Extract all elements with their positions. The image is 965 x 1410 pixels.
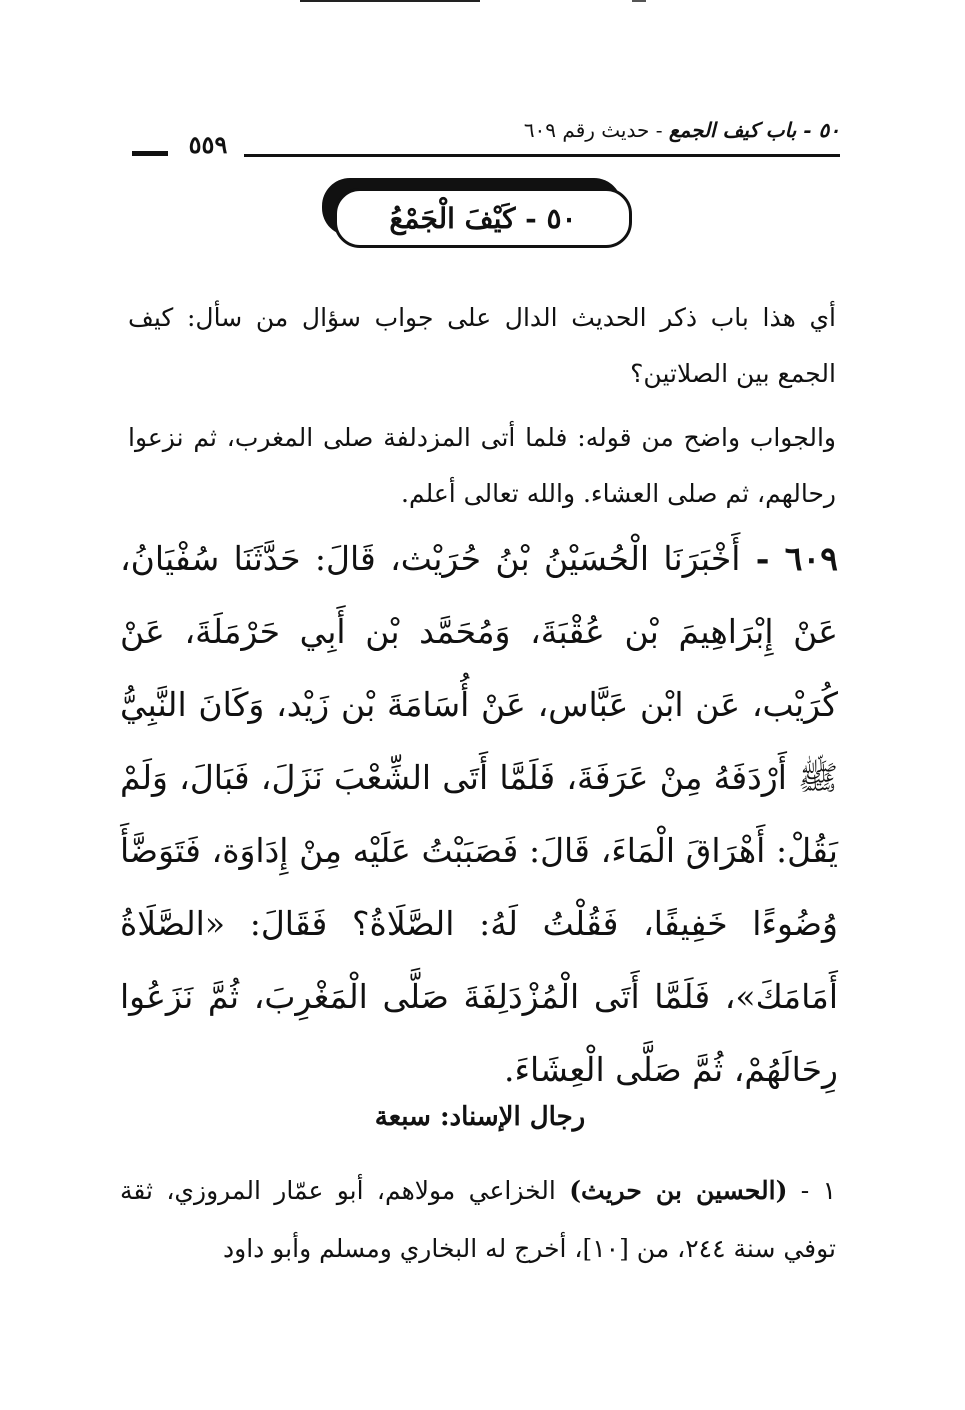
hadith-text: أَخْبَرَنَا الْحُسَيْنُ بْنُ حُرَيْث، قَالَ: حَدَّثَنَا سُفْيَانُ، عَنْ إِبْرَاهِيمَ بْن عُقْبَةَ، وَمُحَمَّد بْن أَبِي حَرْمَلَةَ، عَنْ كُرَيْب، عَن ابْن عَبَّاس، عَنْ أُسَامَةَ بْن زَيْد، وَكَانَ النَّبِيُّ ﷺ أَرْدَفَهُ مِنْ عَرَفَةَ، فَلَمَّا أَتَى الشِّعْبَ نَزَلَ، فَبَالَ، وَلَمْ يَقُلْ: أَهْرَاقَ الْمَاءَ، قَالَ: فَصَبَبْتُ عَلَيْه مِنْ إِدَاوَة، فَتَوَضَّأَ وُضُوءًا خَفِيفًا، فَقُلْتُ لَهُ: الصَّلَاةُ؟ فَقَالَ: «الصَّلَاةُ أَمَامَكَ»، فَلَمَّا أَتَى الْمُزْدَلِفَةَ صَلَّى الْمَغْرِبَ، ثُمَّ نَزَعُوا رِحَالَهُمْ، ثُمَّ صَلَّى الْعِشَاءَ. (120, 539, 838, 1089)
narrator-details: الخزاعي مولاهم، أبو عمّار المروزي، ثقة توفي سنة ٢٤٤، من [١٠]، أخرج له البخاري ومسلم وأبو داود (120, 1176, 836, 1263)
hadith-text-block (120, 522, 838, 1106)
chapter-title: ٥٠ - كَيْفَ الْجَمْعُ (389, 201, 577, 235)
explanation-paragraph-2: والجواب واضح من قوله: فلما أتى المزدلفة صلى المغرب، ثم نزعوا رحالهم، ثم صلى العشاء. والله تعالى أعلم. (128, 423, 836, 508)
running-header-hadith-ref: - حديث رقم ٦٠٩ (523, 118, 669, 142)
chapter-box (334, 188, 632, 248)
explanation-paragraph-1: أي هذا باب ذكر الحديث الدال على جواب سؤال من سأل: كيف الجمع بين الصلاتين؟ (128, 303, 836, 388)
narrator-index: ١ - (787, 1176, 837, 1205)
hadith-number: ٦٠٩ - (740, 539, 838, 578)
top-edge-rule (300, 0, 480, 2)
top-edge-mark (632, 0, 646, 2)
page-number: ٥٥٩ (188, 130, 228, 159)
header-rule (244, 154, 840, 157)
section-heading: رجال الإسناد: سبعة (374, 1102, 586, 1132)
narrator-entry (120, 1162, 836, 1278)
narrator-name: (الحسين بن حريث) (569, 1176, 788, 1205)
running-header (470, 118, 840, 142)
running-header-chapter: ٥٠ - باب كيف الجمع (668, 118, 840, 142)
page-number-dash (132, 151, 168, 156)
